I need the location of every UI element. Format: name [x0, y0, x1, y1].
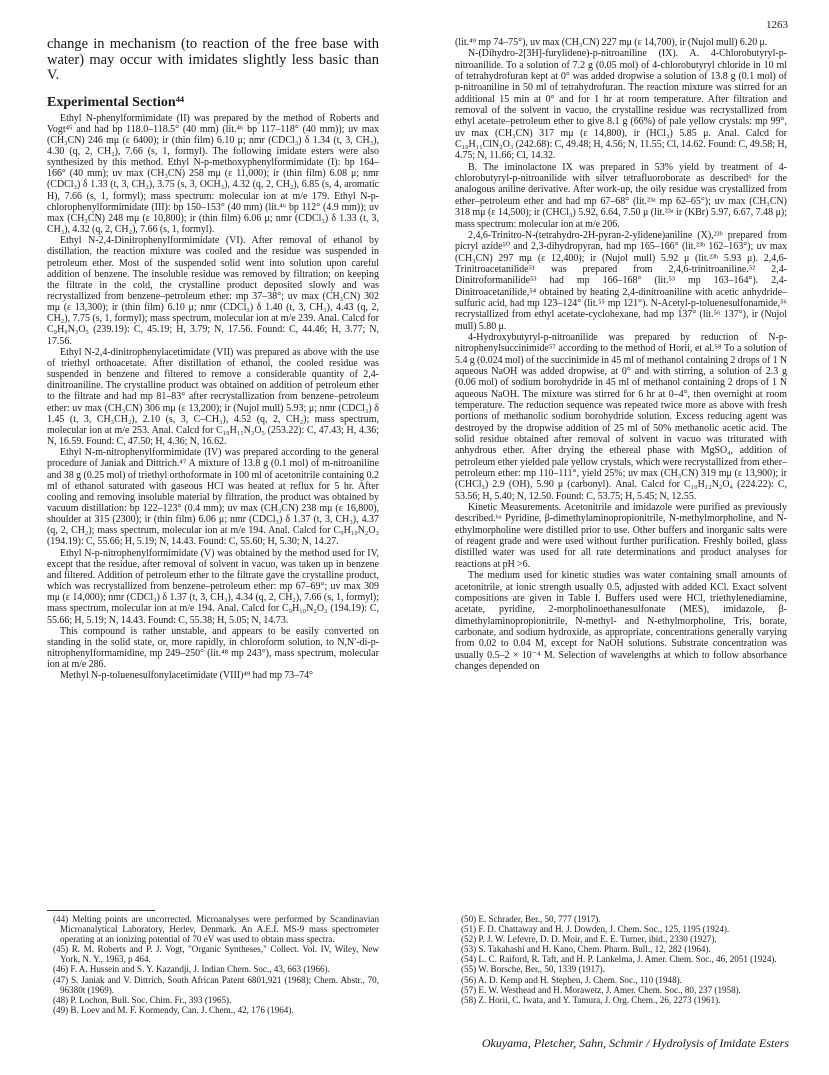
footnote: (46) F. A. Hussein and S. Y. Kazandji, J. Indian Chem. Soc., 43, 663 (1966). [53, 964, 330, 975]
intro-text: change in mechanism (to reaction of the free base with water) may occur with imidates slightly less basic than V. [47, 36, 379, 83]
footnote: (47) S. Janiak and V. Dittrich, South African Patent 6801,921 (1968); Chem. Abstr., 70, 96380t (1969). [53, 974, 379, 995]
paragraph: This compound is rather unstable, and appears to be easily converted on standing in the solid state, or, more rapidly, in chloroform solution, to N,N′-di-p-nitrophenylformamidine, mp 249–250° (lit.⁴⁸ mp 243°), mass spectrum, molecular ion at m/e 286. [47, 625, 379, 671]
section-heading: Experimental Section⁴⁴ [47, 94, 185, 110]
footnote: (53) S. Takahashi and H. Kano, Chem. Pharm. Bull., 12, 282 (1964). [461, 944, 711, 955]
page-number: 1263 [766, 19, 788, 31]
footnote: (54) L. C. Raiford, R. Taft, and H. P. Lankelma, J. Amer. Chem. Soc., 46, 2051 (1924). [461, 954, 777, 965]
footnote: (45) R. M. Roberts and P. J. Vogt, "Organic Syntheses," Collect. Vol. IV, Wiley, New York, N. Y., 1963, p 464. [53, 944, 379, 965]
paragraph: 2,4,6-Trinitro-N-(tetrahydro-2H-pyran-2-ylidene)aniline (X),²³ᵇ prepared from picryl azide⁵⁰ and 2,3-dihydropyran, had mp 165–166° (lit.²³ᵇ 162–163°); uv max (CH₃CN) 297 mμ (ε 12,400); ir (Nujol mull) 5.92 μ (lit.²³ᵇ 5.93 μ). 2,4,6-Trinitroacetanilide⁵¹ was prepared from 2,4,6-trinitroaniline.⁵² 2,4-Dinitroformanilide⁵³ had mp 166–168° (lit.⁵³ mp 163–164°). 2,4-Dinitroacetanilide,⁵⁴ obtained by heating 2,4-dinitroaniline with acetic anhydride–sulfuric acid, had mp 123–124° (lit.⁵⁵ mp 121°). N-Acetyl-p-toluenesulfonamide,⁵⁶ recrystallized from ethyl acetate-cyclohexane, had mp 137° (lit.⁵⁶ 137°), ir (Nujol mull) 5.80 μ. [455, 229, 787, 332]
footnote: (56) A. D. Kemp and H. Stephen, J. Chem. Soc., 110 (1948). [461, 974, 682, 985]
paragraph: Ethyl N-2,4-dinitrophenylacetimidate (VII) was prepared as above with the use of triethyl orthoacetate. After distillation of ethanol, the cooled residue was suspended in benzene and filtered to remove a considerable quantity of 2,4-dinitroaniline. The crystalline product was obtained on addition of petroleum ether to the filtrate and had mp 81–83° after recrystallization from benzene–petroleum ether: uv max (CH₃CN) 306 mμ (ε 13,200); ir (Nujol mull) 5.93; μ; nmr (CDCl₃) δ 1.45 (t, 3, CH₃CH₂), 2.10 (s, 3, C–CH₃), 4.52 (q, 2, CH₂); mass spectrum, molecular ion at m/e 253. Anal. Calcd for C₁₀H₁₁N₃O₅ (253.22): C, 47.43; H, 4.36; N, 16.59. Found: C, 47.50; H, 4.36; N, 16.62. [47, 346, 379, 448]
paragraph: The medium used for kinetic studies was water containing small amounts of acetonitrile, at ionic strength usually 0.5, adjusted with added KCl. Exact solvent compositions are given in Table I. Buffers used were HCl, triethylenediamine, acetate, pyridine, 2-morpholinoethanesulfonate (MES), imidazole, β-dimethylaminopropionitrile, N-methyl- and N-ethylmorpholine, Tris, borate, carbonate, and sodium hydroxide, as appropriate, concentrations generally varying from 0.02 to 0.04 M, except for NaOH solutions. Substrate concentration was usually 0.5–2 × 10⁻⁴ M. Selection of wavelengths at which to follow absorbance changes depended on [455, 570, 787, 672]
footnote: (58) Z. Horii, C. Iwata, and Y. Tamura, J. Org. Chem., 26, 2273 (1961). [461, 994, 721, 1005]
footnotes-left [47, 914, 379, 1015]
paragraph: N-(Dihydro-2[3H]-furylidene)-p-nitroaniline (IX). A. 4-Chlorobutyryl-p-nitroanilide. To a solution of 7.2 g (0.05 mol) of 4-chlorobutyryl chloride in 10 ml of tetrahydrofuran kept at 0° was added dropwise a solution of 13.8 g (0.1 mol) of p-nitroaniline in 50 ml of tetrahydrofuran. The reaction mixture was stirred for an additional 15 min at 0° and for 1 hr at room temperature. After filtration and removal of the solvent in vacuo, the crystalline residue was recrystallized from ethyl acetate–petroleum ether to give 8.1 g (66%) of pale yellow crystals: mp 99°, uv max (CH₃CN) 317 mμ (ε 14,800), ir (HCl₃) 5.85 μ. Anal. Calcd for C₁₀H₁₁ClN₂O₃ (242.68): C, 49.48; H, 4.56; N, 11.55; Cl, 14.62. Found: C, 49.58; H, 4.75; N, 11.66; Cl, 14.32. [455, 48, 787, 162]
footnote: (50) E. Schrader, Ber., 50, 777 (1917). [461, 914, 601, 924]
footnote: (44) Melting points are uncorrected. Microanalyses were performed by Scandinavian Microanalytical Laboratory, Herlev, Denmark. An A.E.I. MS-9 mass spectrometer operating at an ionizing potential of 70 eV was used to obtain mass spectra. [53, 914, 379, 945]
right-column [455, 37, 787, 672]
paragraph: B. The iminolactone IX was prepared in 53% yield by treatment of 4-chlorobutyryl-p-nitroanilide with silver tetrafluoroborate as described⁶ for the analogous aniline derivative. After work-up, the oily residue was crystallized from ether–petroleum ether and had mp 67–68° (lit.²³ᵃ mp 62–65°); uv max (CH₃CN) 318 mμ (ε 14,500); ir (CHCl₃) 5.92, 6.64, 7.50 μ (lit.²³ᵃ ir (KBr) 5.97, 6.67, 7.48 μ); mass spectrum: molecular ion at m/e 206. [455, 161, 787, 230]
footnote: (57) E. W. Westhead and H. Morawetz, J. Amer. Chem. Soc., 80, 237 (1958). [461, 984, 741, 995]
paragraph: (lit.⁴⁹ mp 74–75°), uv max (CH₃CN) 227 mμ (ε 14,700), ir (Nujol mull) 6.20 μ. [455, 37, 768, 48]
running-footer: Okuyama, Pletcher, Sahn, Schmir / Hydrolysis of Imidate Esters [481, 1036, 789, 1050]
paragraph: Kinetic Measurements. Acetonitrile and imidazole were purified as previously described.⁶ᵃ Pyridine, β-dimethylaminopropionitrile, N-methylmorpholine, and N-ethylmorpholine were distilled prior to use. Other buffers and inorganic salts were of reagent grade and were used without further purification. Freshly boiled, glass distilled water was used for all rate determinations and product analyses for reactions at pH >6. [455, 502, 787, 570]
paragraph: 4-Hydroxybutyryl-p-nitroanilide was prepared by reduction of N-p-nitrophenylsuccinimide⁵⁷ according to the method of Horii, et al.⁵⁸ To a solution of 5.4 g (0.024 mol) of the succinimide in 45 ml of methanol containing 2 drops of 1 N aqueous NaOH was added dropwise, at 0° and with stirring, a solution of 2.3 g (0.06 mol) of sodium borohydride in 45 ml of methanol containing 2 drops of 1 N aqueous NaOH. The mixture was stirred for 6 hr at 0–4°, then overnight at room temperature. The reduction sequence was repeated twice more as above with fresh portions of methanolic sodium borohydride solution. Excess reducing agent was destroyed by the dropwise addition of 25 ml of 50% methanolic acetic acid. The solid residue obtained after removal of solvent in vacuo was triturated with anhydrous ether. After drying the ethereal phase with MgSO₄, addition of petroleum ether yielded pale yellow crystals, which were recrystallized from ether–petroleum ether: mp 110–111°, yield 25%; uv max (CH₃CN) 319 mμ (ε 13,900); ir (CHCl₃) 2.9 (OH), 5.90 μ (carbonyl). Anal. Calcd for C₁₀H₁₂N₂O₄ (224.22): C, 53.56; H, 5.40; N, 12.50. Found: C, 53.75; H, 5.45; N, 12.55. [455, 331, 787, 502]
footnote: (48) P. Lochon, Bull. Soc. Chim. Fr., 393 (1965). [53, 994, 232, 1005]
paragraph: Ethyl N-m-nitrophenylformimidate (IV) was prepared according to the general procedure of Janiak and Dittrich.⁴⁷ A mixture of 13.8 g (0.1 mol) of m-nitroaniline and 38 g (0.25 mol) of triethyl orthoformate in 100 ml of acetonitrile containing 0.2 ml of ethanol saturated with gaseous HCl was heated at reflux for 5 hr. After cooling and removing insoluble material by filtration, the product was obtained by vacuum distillation: bp 122–123° (0.4 mm); uv max (CH₃CN) 238 mμ (ε 16,800), shoulder at 315 (2300); ir (thin film) 6.06 μ; nmr (CDCl₃) δ 1.37 (t, 3, CH₃), 4.37 (q, 2, CH₂); mass spectrum, molecular ion at m/e 194. Anal. Calcd for C₉H₁₀N₂O₃ (194.19): C, 55.66; H, 5.19; N, 14.43. Found: C, 55.60; H, 5.30; N, 14.27. [47, 447, 379, 548]
footnote-rule [47, 910, 155, 911]
paragraph: Ethyl N-phenylformimidate (II) was prepared by the method of Roberts and Vogt⁴⁵ and had bp 118.0–118.5° (40 mm) (lit.⁴⁶ bp 117–118° (40 mm)); uv max (CH₃CN) 246 mμ (ε 6400); ir (thin film) 6.10 μ; nmr (CDCl₃) δ 1.34 (t, 3, CH₃), 4.30 (q, 2, CH₂), 7.66 (s, 1, formyl). The following imidate esters were also synthesized by this method. Ethyl N-p-methoxyphenylformimidate (I): bp 164–166° (40 mm); uv max (CH₃CN) 258 mμ (ε 11,000); ir (thin film) 6.08 μ; nmr (CDCl₃) δ 1.33 (t, 3, CH₃), 3.75 (s, 3, OCH₃), 4.32 (q, 2, CH₂), 6.85 (s, 4, aromatic H), 7.66 (s, 1, formyl); mass spectrum: molecular ion at m/e 179. Ethyl N-p-chlorophenylformimidate (III): bp 150–153° (40 mm) (lit.⁴⁶ bp 112° (4.9 mm)); uv max (CH₃CN) 248 mμ (ε 10,800); ir (thin film) 6.06 μ; nmr (CDCl₃) δ 1.33 (t, 3, CH₃), 4.32 (q, 2, CH₂), 7.66 (s, 1, formyl). [47, 112, 379, 236]
footnote: (55) W. Borsche, Ber., 50, 1339 (1917). [461, 964, 605, 975]
footnote: (49) B. Loev and M. F. Kormendy, Can. J. Chem., 42, 176 (1964). [53, 1004, 294, 1015]
left-column [47, 37, 379, 681]
paragraph: Ethyl N-p-nitrophenylformimidate (V) was obtained by the method used for IV, except that the residue, after removal of solvent in vacuo, was taken up in benzene and filtered. Addition of petroleum ether to the filtrate gave the crystalline product, which was recrystallized from benzene–petroleum ether: mp 67–69°; uv max 309 mμ (ε 14,000); nmr (CDCl₃) δ 1.37 (t, 3, CH₃), 4.34 (q, 2, CH₂), 7.66 (s, 1, formyl); mass spectrum, molecular ion at m/e 194. Anal. Calcd for C₉H₁₀N₂O₃ (194.19): C, 55.66; H, 5.19; N, 14.43. Found: C, 55.38; H, 5.05; N, 14.73. [47, 547, 379, 626]
footnote: (51) F. D. Chattaway and H. J. Dowden, J. Chem. Soc., 125, 1195 (1924). [461, 924, 730, 935]
footnotes-right [455, 914, 787, 1005]
footnote: (52) P. J. W. Lefevre, D. D. Moir, and E. E. Turner, ibid., 2330 (1927). [461, 934, 717, 945]
paragraph: Ethyl N-2,4-Dinitrophenylformimidate (VI). After removal of ethanol by distillation, the reaction mixture was cooled and the residue was suspended in petroleum ether. Most of the suspended solid went into solution upon careful addition of benzene. The insoluble residue was removed by filtration; on keeping the filtrate in the cold, the crystalline product deposited slowly and was recrystallized from benzene–petroleum ether: mp 37–38°; uv max (CH₃CN) 302 mμ (ε 13,300); ir (thin film) 6.10 μ; nmr (CDCl₃) δ 1.40 (t, 3, CH₃), 4.43 (q, 2, CH₂), 7.75 (s, 1, formyl); mass spectrum, molecular ion at m/e 239. Anal. Calcd for C₉H₉N₃O₅ (239.19): C, 45.19; H, 3.79; N, 17.56. Found: C, 44.46; H, 3.77; N, 17.56. [47, 235, 379, 347]
paragraph: Methyl N-p-toluenesulfonylacetimidate (VIII)⁴⁹ had mp 73–74° [60, 670, 314, 682]
